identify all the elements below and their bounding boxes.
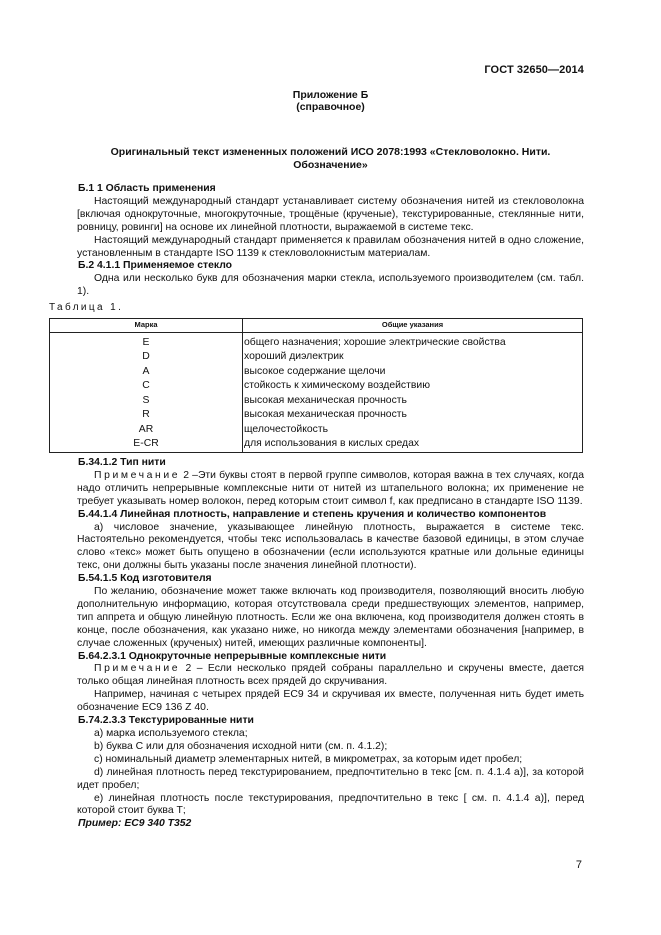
table-cell-desc: хороший диэлектрик [243, 350, 583, 365]
table-cell-mark: S [50, 394, 243, 409]
table-cell-desc: щелочестойкость [243, 423, 583, 438]
section-heading: Б.1 1 Область применения [78, 183, 216, 194]
list-item: c) номинальный диаметр элементарных нитей, в микрометрах, за которым идет пробел; [94, 753, 523, 765]
example-text: Пример: EC9 340 T352 [78, 818, 192, 830]
table-cell-mark: C [50, 379, 243, 394]
table-cell-desc: стойкость к химическому воздействию [243, 379, 583, 394]
note-text: 2 – Если несколько прядей собраны параллельно и скручены вместе, дается только общая линейная плотность всех прядей до скручивания. [77, 663, 584, 688]
table-header-mark: Марка [50, 319, 243, 333]
table-row [50, 365, 583, 380]
table-cell-desc: высокая механическая прочность [243, 394, 583, 409]
table-cell-desc: высокая механическая прочность [243, 408, 583, 423]
paragraph: Одна или несколько букв для обозначения марки стекла, используемого производителем (см. табл. 1). [77, 273, 584, 298]
paragraph: Настоящий международный стандарт применяется к правилам обозначения нитей в одно сложение, установленным в стандарте ISO 1139 к стекловолокнистым материалам. [77, 234, 584, 259]
paragraph: Например, начиная с четырех прядей EC9 34 и скручивая их вместе, полученная нить будет иметь обозначение EC9 136 Z 40. [77, 689, 584, 714]
table-row [50, 408, 583, 423]
list-item: b) буква С или для обозначения исходной нити (см. п. 4.1.2); [94, 740, 388, 752]
table-cell-mark: A [50, 365, 243, 380]
section-heading: Б.2 4.1.1 Применяемое стекло [78, 260, 233, 272]
note-paragraph [77, 470, 584, 509]
section-heading: Б.74.2.3.3 Текстурированные нити [78, 715, 254, 727]
table-row [50, 350, 583, 365]
paragraph: По желанию, обозначение может также включать код производителя, позволяющий вносить любую дополнительную информацию, которая отсутствовала среди предшествующих элементов, например, тип аппрета и общую линейную плотность. Если же она включена, код производителя должен стоять в конце, после обозначения, как указано ниже, но никогда между элементами обозначения [например, в случае сложенных (крученых) нитей, имеющих различные компоненты]. [77, 586, 584, 649]
list-item: a) марка используемого стекла; [94, 728, 248, 739]
table-cell-mark: E-CR [50, 437, 243, 452]
table-cell-desc: для использования в кислых средах [243, 437, 583, 452]
paragraph: a) числовое значение, указывающее линейную плотность, выражается в системе текс. Настоятельно рекомендуется, чтобы текс использовалась в качестве базовой единицы, в этом случае слово «текс» может быть опущено в обозначении (если используются кратные или дольные единицы текс, они должны быть указаны после значения линейной плотности). [77, 521, 584, 572]
list-item: e) линейная плотность после текстурирования, предпочтительно в текс [ см. п. 4.1.4 a)], перед которой стоит буква Т; [77, 792, 584, 817]
table-cell-mark: D [50, 350, 243, 365]
table-row [50, 437, 583, 452]
glass-grade-table [49, 318, 583, 453]
table-cell-desc: общего назначения; хорошие электрические свойства [243, 332, 583, 350]
list-item: d) линейная плотность перед текстурированием, предпочтительно в текс [см. п. 4.1.4 a)], за которой идет пробел; [77, 766, 584, 791]
table-cell-desc: высокое содержание щелочи [243, 365, 583, 380]
document-body [49, 183, 584, 831]
note-paragraph [77, 663, 584, 689]
table-header-notes: Общие указания [243, 319, 583, 333]
paragraph: Настоящий международный стандарт устанавливает систему обозначения нитей из стекловолокна [включая однокруточные, многокруточные, трощёные (крученые), текстурированные, стеклянные нити, ровницу, ровинги] на основе их линейной плотности, выражаемой в системе текс. [77, 195, 584, 233]
appendix-subtitle: (справочное) [296, 101, 365, 113]
table-row [50, 332, 583, 350]
table-row [50, 379, 583, 394]
note-text: 2 –Эти буквы стоят в первой группе символов, которая важна в тех случаях, когда надо отличить непрерывные комплексные нити от нитей из штапельного волокна; их применение не требует указывать номер волокон, перед которым стоит символ f, как предписано в стандарте ISO 1139. [77, 469, 584, 507]
table-cell-mark: AR [50, 423, 243, 438]
appendix-title: Приложение Б [292, 89, 369, 101]
table-cell-mark: R [50, 408, 243, 423]
table-row [50, 423, 583, 438]
section-heading: Б.64.2.3.1 Однокруточные непрерывные комплексные нити [78, 650, 387, 662]
note-label: Примечание [94, 663, 181, 675]
table-label: Таблица 1. [49, 302, 124, 314]
note-label: Примечание [94, 469, 181, 481]
document-title: Оригинальный текст измененных положений ИСО 2078:1993 «Стекловолокно. Нити. Обозначение» [110, 146, 551, 171]
section-heading: Б.34.1.2 Тип нити [78, 456, 166, 468]
section-heading: Б.44.1.4 Линейная плотность, направление и степень кручения и количество компонентов [78, 508, 547, 520]
table-cell-mark: E [50, 332, 243, 350]
table-row [50, 394, 583, 409]
section-heading: Б.54.1.5 Код изготовителя [78, 573, 212, 585]
page-number: 7 [575, 859, 582, 871]
standard-number: ГОСТ 32650—2014 [484, 64, 584, 76]
